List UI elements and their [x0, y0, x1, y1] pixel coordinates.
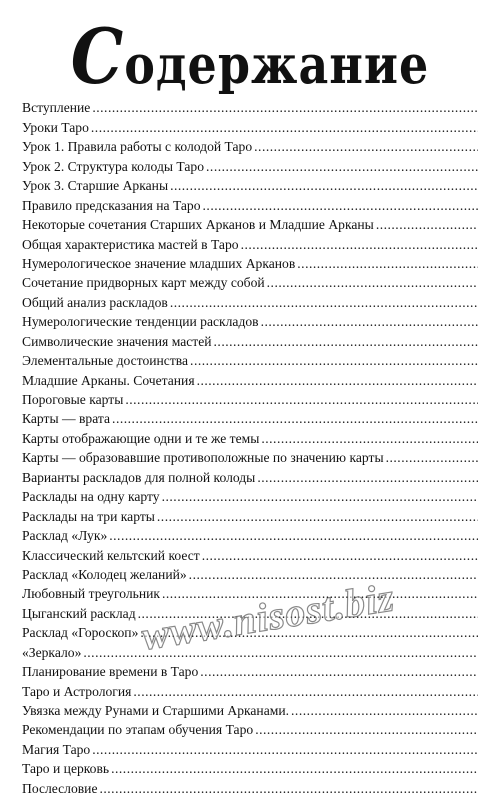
toc-leader-dots	[170, 294, 478, 311]
toc-leader-dots	[112, 410, 478, 427]
toc-entry-title: Классический кельтский коест	[22, 547, 200, 563]
toc-entry	[22, 738, 478, 757]
toc-entry	[22, 272, 478, 291]
toc-leader-dots	[162, 585, 478, 602]
toc-entry	[22, 564, 478, 583]
toc-leader-dots	[291, 702, 478, 719]
toc-entry	[22, 233, 478, 252]
toc-entry	[22, 136, 478, 155]
toc-entry	[22, 680, 478, 699]
toc-leader-dots	[133, 683, 478, 700]
toc-entry-title: Младшие Арканы. Сочетания	[22, 372, 195, 388]
toc-entry	[22, 505, 478, 524]
toc-leader-dots	[254, 138, 478, 155]
toc-leader-dots	[170, 177, 478, 194]
toc-entry	[22, 175, 478, 194]
toc-entry-title: Правило предсказания на Таро	[22, 197, 201, 213]
toc-entry	[22, 447, 478, 466]
toc-entry	[22, 641, 478, 660]
toc-entry	[22, 602, 478, 621]
toc-leader-dots	[241, 236, 478, 253]
toc-leader-dots	[190, 352, 478, 369]
toc-leader-dots	[189, 566, 478, 583]
toc-leader-dots	[214, 333, 478, 350]
toc-entry-title: Общая характеристика мастей в Таро	[22, 236, 239, 252]
toc-entry-title: Увязка между Рунами и Старшими Арканами.	[22, 703, 290, 718]
toc-entry-title: Символические значения мастей	[22, 333, 212, 349]
toc-entry	[22, 116, 478, 135]
toc-entry	[22, 661, 478, 680]
toc-leader-dots	[267, 274, 478, 291]
toc-leader-dots	[111, 760, 478, 777]
toc-leader-dots	[140, 624, 478, 641]
toc-leader-dots	[255, 721, 478, 738]
toc-entry	[22, 427, 478, 446]
toc-entry-title: Расклад «Гороскоп»	[22, 625, 139, 641]
toc-leader-dots	[376, 216, 478, 233]
toc-leader-dots	[83, 644, 478, 661]
toc-entry-title: Нумерологические тенденции раскладов	[22, 314, 259, 330]
toc-entry	[22, 350, 478, 369]
toc-leader-dots	[261, 430, 478, 447]
toc-leader-dots	[386, 449, 478, 466]
toc-entry-title: Урок 1. Правила работы с колодой Таро	[22, 139, 253, 155]
toc-entry	[22, 194, 478, 213]
toc-entry-title: Варианты раскладов для полной колоды	[22, 469, 256, 485]
toc-entry-title: Расклады на три карты	[22, 508, 155, 524]
toc-entry	[22, 330, 478, 349]
toc-entry-title: Магия Таро	[22, 741, 91, 757]
toc-entry-title: Вступление	[22, 100, 91, 116]
toc-entry-title: Рекомендации по этапам обучения Таро	[22, 722, 254, 738]
toc-entry	[22, 155, 478, 174]
toc-entry-title: Таро и церковь	[22, 761, 110, 777]
table-of-contents	[22, 97, 478, 797]
toc-entry-title: Общий анализ раскладов	[22, 294, 168, 310]
toc-entry	[22, 525, 478, 544]
toc-leader-dots	[206, 158, 478, 175]
toc-entry	[22, 758, 478, 777]
toc-entry-title: «Зеркало»	[22, 644, 82, 660]
toc-leader-dots	[203, 197, 478, 214]
toc-leader-dots	[92, 741, 478, 758]
toc-entry-title: Пороговые карты	[22, 392, 124, 407]
toc-entry-title: Нумерологическое значение младших Арканов	[22, 255, 296, 271]
toc-entry	[22, 97, 478, 116]
toc-entry	[22, 369, 478, 388]
toc-entry-title: Послесловие	[22, 780, 98, 796]
toc-entry	[22, 777, 478, 796]
toc-entry	[22, 253, 478, 272]
toc-entry-title: Расклад «Лук»	[22, 528, 108, 544]
toc-leader-dots	[162, 488, 478, 505]
toc-entry-title: Урок 3. Старшие Арканы	[22, 178, 169, 194]
toc-leader-dots	[91, 119, 478, 136]
toc-entry-title: Любовный треугольник	[22, 586, 160, 602]
toc-entry	[22, 466, 478, 485]
toc-entry-title: Уроки Таро	[22, 119, 89, 135]
toc-entry-title: Некоторые сочетания Старших Арканов и Младшие Арканы	[22, 217, 374, 233]
toc-entry	[22, 389, 478, 408]
toc-entry	[22, 408, 478, 427]
toc-leader-dots	[92, 99, 478, 116]
toc-entry-title: Таро и Астрология	[22, 683, 132, 699]
toc-entry	[22, 291, 478, 310]
toc-entry-title: Расклады на одну карту	[22, 489, 160, 505]
toc-entry-title: Карты — врата	[22, 411, 111, 427]
toc-entry	[22, 622, 478, 641]
toc-leader-dots	[157, 508, 478, 525]
toc-entry	[22, 583, 478, 602]
toc-leader-dots	[200, 663, 478, 680]
toc-entry	[22, 700, 478, 719]
toc-leader-dots	[257, 469, 478, 486]
heading-rest: одержание	[124, 33, 430, 96]
toc-leader-dots	[99, 780, 478, 797]
heading-initial: С	[70, 11, 125, 102]
toc-entry-title: Сочетание придворных карт между собой	[22, 275, 265, 291]
toc-leader-dots	[109, 527, 478, 544]
toc-leader-dots	[197, 372, 478, 389]
toc-entry-title: Элементальные достоинства	[22, 353, 189, 369]
watermark-text: www.nisost.biz	[138, 574, 398, 659]
toc-entry-title: Планирование времени в Таро	[22, 664, 199, 680]
page-heading	[0, 12, 500, 102]
toc-entry-title: Цыганский расклад	[22, 605, 136, 621]
toc-leader-dots	[138, 605, 478, 622]
toc-leader-dots	[297, 255, 478, 272]
toc-entry-title: Карты — образовавшие противоположные по значению карты	[22, 450, 384, 466]
toc-leader-dots	[202, 547, 478, 564]
toc-leader-dots	[125, 391, 478, 408]
toc-entry	[22, 719, 478, 738]
toc-entry	[22, 311, 478, 330]
toc-entry	[22, 544, 478, 563]
toc-entry-title: Расклад «Колодец желаний»	[22, 566, 187, 582]
toc-entry-title: Урок 2. Структура колоды Таро	[22, 158, 205, 174]
toc-leader-dots	[261, 313, 478, 330]
toc-entry-title: Карты отображающие одни и те же темы	[22, 430, 260, 446]
toc-entry	[22, 486, 478, 505]
toc-entry	[22, 214, 478, 233]
